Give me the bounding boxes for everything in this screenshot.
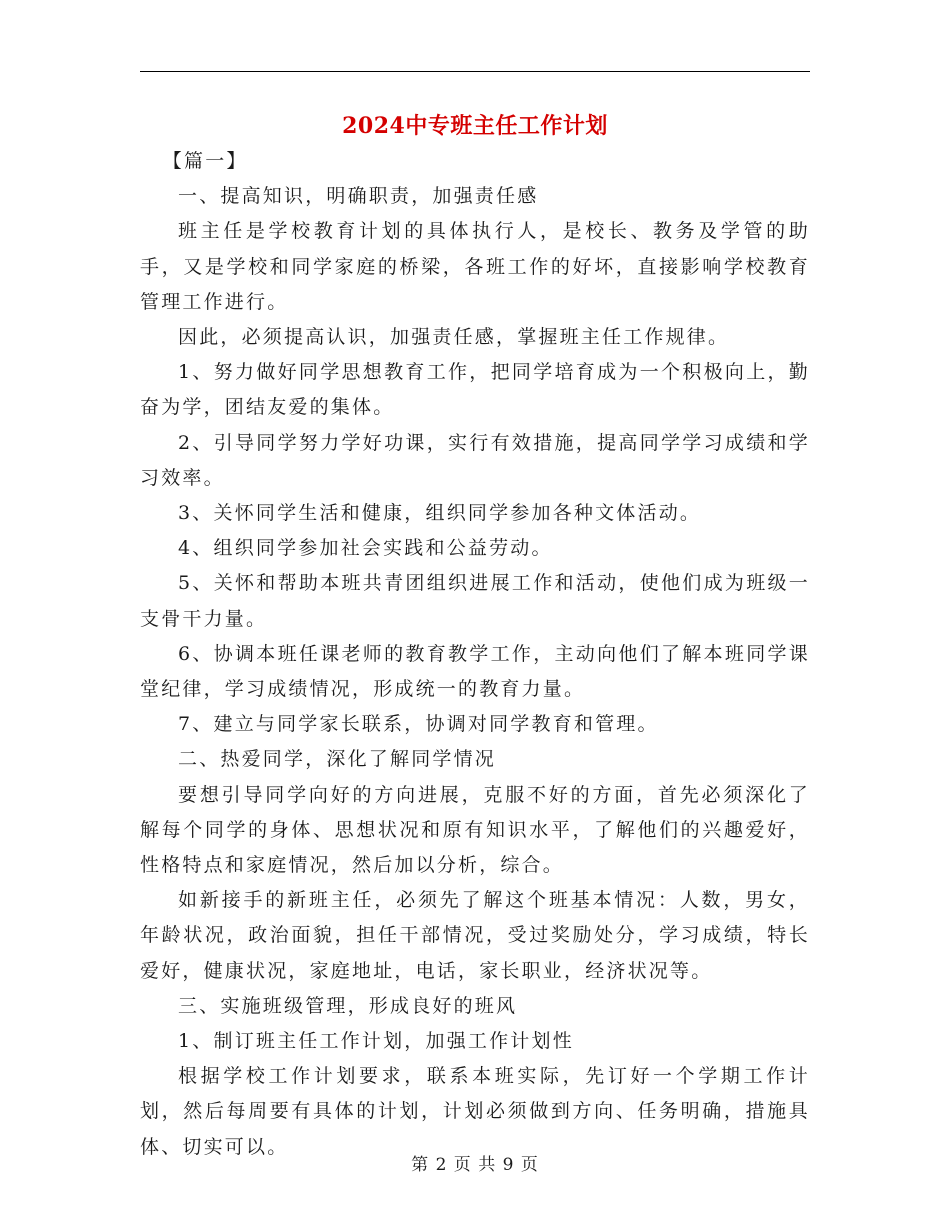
heading-1: 一、提高知识，明确职责，加强责任感 bbox=[178, 185, 539, 208]
document-body bbox=[140, 144, 810, 1165]
paragraph: 如新接手的新班主任，必须先了解这个班基本情况：人数，男女，年龄状况，政治面貌，担任干部情况，受过奖励处分，学习成绩，特长爱好，健康状况，家庭地址，电话，家长职业，经济状况等。 bbox=[140, 889, 810, 982]
paragraph: 班主任是学校教育计划的具体执行人，是校长、教务及学管的助手，又是学校和同学家庭的桥梁，各班工作的好坏，直接影响学校教育管理工作进行。 bbox=[140, 220, 810, 313]
list-item: 7、建立与同学家长联系，协调对同学教育和管理。 bbox=[178, 713, 659, 736]
section-label: 【篇一】 bbox=[162, 150, 248, 172]
paragraph: 因此，必须提高认识，加强责任感，掌握班主任工作规律。 bbox=[178, 326, 730, 349]
list-item: 4、组织同学参加社会实践和公益劳动。 bbox=[178, 537, 553, 560]
list-item: 2、引导同学努力学好功课，实行有效措施，提高同学学习成绩和学习效率。 bbox=[140, 431, 810, 489]
header-rule bbox=[140, 71, 810, 72]
page-footer: 第 2 页 共 9 页 bbox=[411, 1155, 539, 1175]
document-title: 2024中专班主任工作计划 bbox=[342, 113, 608, 139]
paragraph: 根据学校工作计划要求，联系本班实际，先订好一个学期工作计划，然后每周要有具体的计划，计划必须做到方向、任务明确，措施具体、切实可以。 bbox=[140, 1065, 810, 1158]
list-item: 1、努力做好同学思想教育工作，把同学培育成为一个积极向上，勤奋为学，团结友爱的集体。 bbox=[140, 361, 810, 419]
heading-3: 三、实施班级管理，形成良好的班风 bbox=[178, 994, 518, 1017]
list-item: 3、关怀同学生活和健康，组织同学参加各种文体活动。 bbox=[178, 502, 702, 525]
heading-2: 二、热爱同学，深化了解同学情况 bbox=[178, 748, 497, 771]
list-item: 5、关怀和帮助本班共青团组织进展工作和活动，使他们成为班级一支骨干力量。 bbox=[140, 572, 810, 630]
list-item: 6、协调本班任课老师的教育教学工作，主动向他们了解本班同学课堂纪律，学习成绩情况，形成统一的教育力量。 bbox=[140, 642, 810, 701]
paragraph: 要想引导同学向好的方向进展，克服不好的方面，首先必须深化了解每个同学的身体、思想状况和原有知识水平，了解他们的兴趣爱好，性格特点和家庭情况，然后加以分析，综合。 bbox=[140, 783, 810, 877]
subheading: 1、制订班主任工作计划，加强工作计划性 bbox=[178, 1030, 574, 1053]
